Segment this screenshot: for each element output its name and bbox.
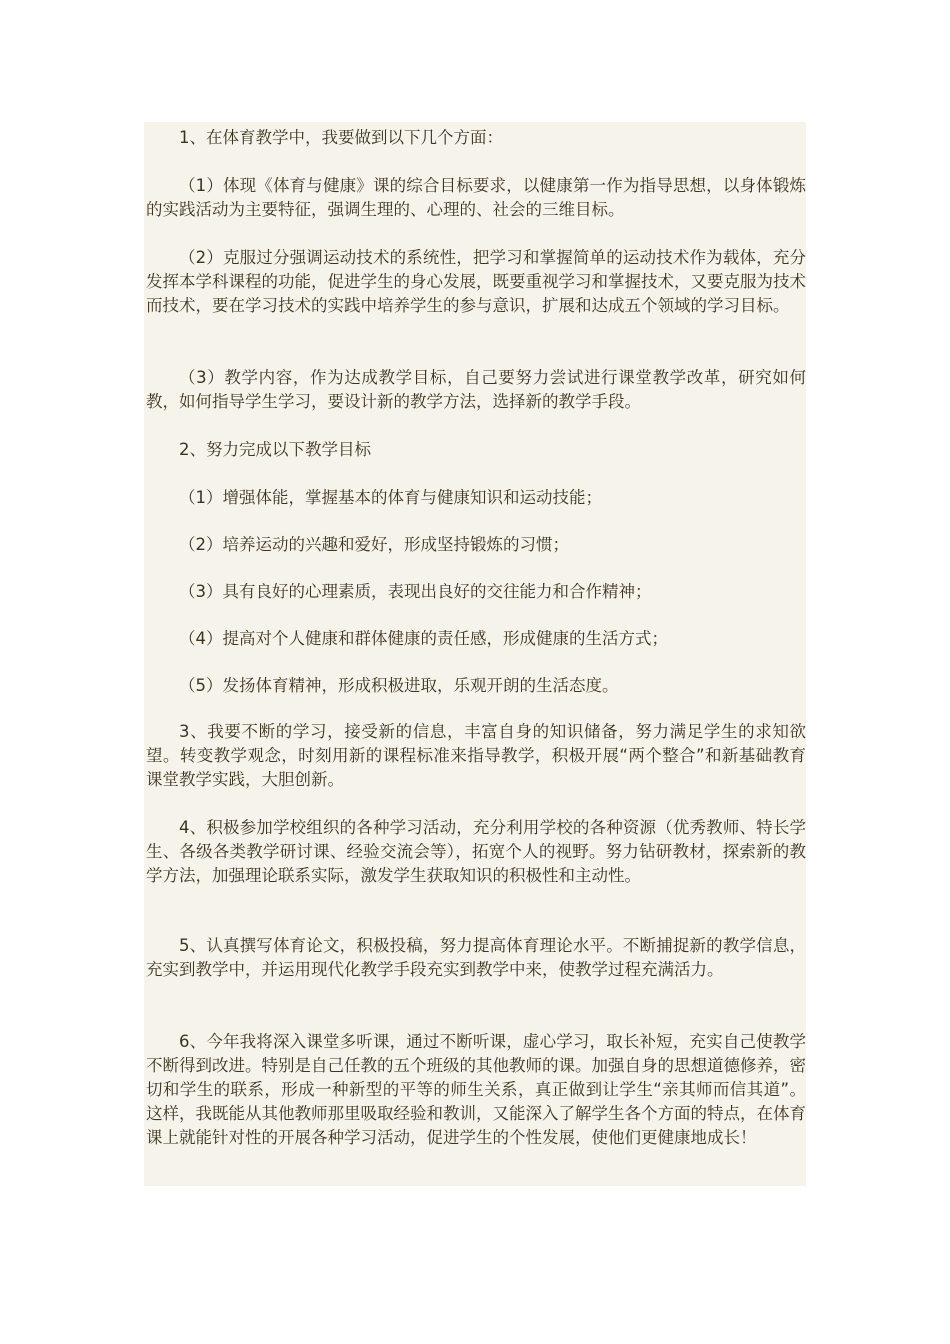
paragraph-5: 5、认真撰写体育论文，积极投稿，努力提高体育理论水平。不断捕捉新的教学信息，充实到教学中，并运用现代化教学手段充实到教学中来，使教学过程充满活力。 — [146, 936, 806, 979]
paragraph-6: 6、今年我将深入课堂多听课，通过不断听课，虚心学习，取长补短，充实自己使教学不断得到改进。特别是自己任教的五个班级的其他教师的课。加强自身的思想道德修养，密切和学生的联系，形成一种新型的平等的师生关系，真正做到让学生“亲其师而信其道”。这样，我既能从其他教师那里吸取经验和教训，又能深入了解学生各个方面的特点，在体育课上就能针对性的开展各种学习活动，促进学生的个性发展，使他们更健康地成长！ — [146, 1032, 806, 1147]
paragraph-3: 3、我要不断的学习，接受新的信息，丰富自身的知识储备，努力满足学生的求知欲望。转变教学观念，时刻用新的课程标准来指导教学，积极开展“两个整合”和新基础教育课堂教学实践，大胆创新。 — [146, 722, 806, 789]
goal-item-5: （5）发扬体育精神，形成积极进取，乐观开朗的生活态度。 — [179, 676, 619, 695]
goal-item-1: （1）增强体能，掌握基本的体育与健康知识和运动技能； — [179, 488, 602, 507]
goal-item-2: （2）培养运动的兴趣和爱好，形成坚持锻炼的习惯； — [179, 535, 569, 554]
paragraph-1-1: （1）体现《体育与健康》课的综合目标要求，以健康第一作为指导思想，以身体锻炼的实践活动为主要特征，强调生理的、心理的、社会的三维目标。 — [146, 176, 806, 219]
paragraph-1-2: （2）克服过分强调运动技术的系统性，把学习和掌握简单的运动技术作为载体，充分发挥本学科课程的功能，促进学生的身心发展，既要重视学习和掌握技术，又要克服为技术而技术，要在学习技术的实践中培养学生的参与意识，扩展和达成五个领域的学习目标。 — [146, 248, 806, 315]
goal-item-4: （4）提高对个人健康和群体健康的责任感，形成健康的生活方式； — [179, 629, 668, 648]
paragraph-4: 4、积极参加学校组织的各种学习活动，充分利用学校的各种资源（优秀教师、特长学生、各级各类教学研讨课、经验交流会等），拓宽个人的视野。努力钻研教材，探索新的教学方法，加强理论联系实际，激发学生获取知识的积极性和主动性。 — [146, 818, 806, 885]
paragraph-heading-2: 2、努力完成以下教学目标 — [179, 440, 371, 459]
paragraph-heading-1: 1、在体育教学中，我要做到以下几个方面： — [179, 128, 503, 147]
goal-item-3: （3）具有良好的心理素质，表现出良好的交往能力和合作精神； — [179, 582, 652, 601]
document-content — [144, 122, 806, 1186]
paragraph-1-3: （3）教学内容，作为达成教学目标，自己要努力尝试进行课堂教学改革，研究如何教，如何指导学生学习，要设计新的教学方法，选择新的教学手段。 — [146, 368, 806, 411]
